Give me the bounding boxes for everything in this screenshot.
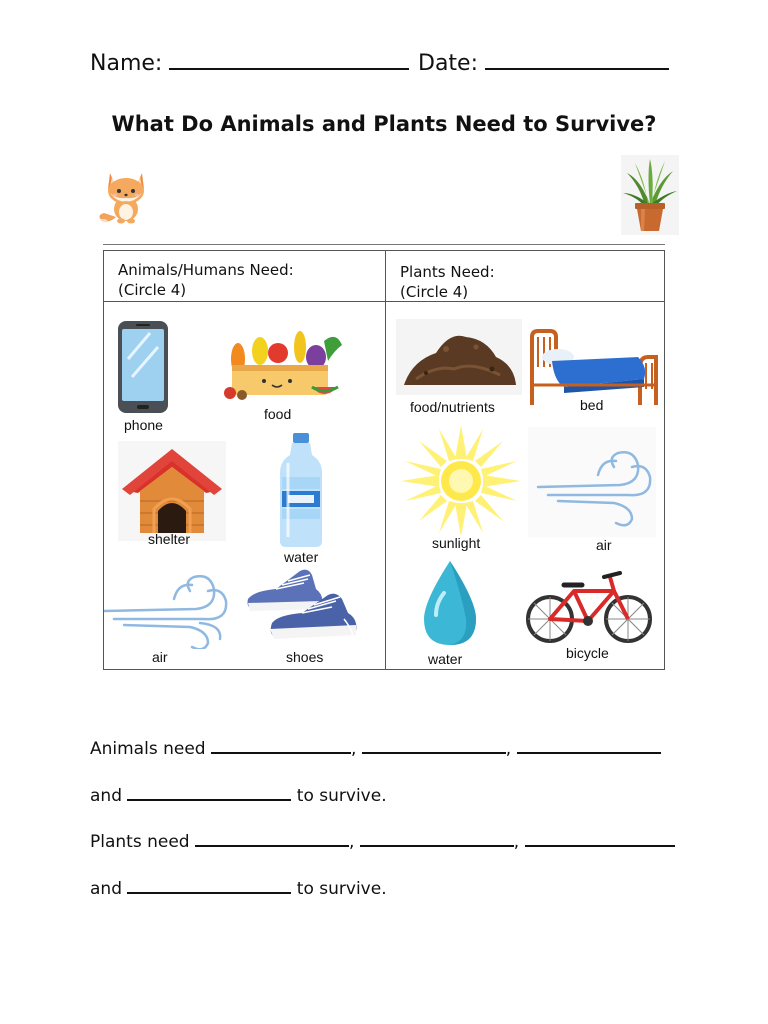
animals-sentence-line2 — [90, 783, 387, 806]
sun-icon — [400, 423, 522, 535]
comma: , — [350, 739, 357, 759]
plants-header — [400, 262, 495, 302]
animals-blank-3[interactable] — [517, 736, 661, 754]
plants-header-instruction: (Circle 4) — [400, 283, 469, 301]
item-air-animals[interactable] — [104, 563, 234, 669]
animals-header-title: Animals/Humans Need: — [118, 261, 294, 279]
soil-pile-icon — [396, 319, 522, 395]
plants-prefix: Plants need — [90, 832, 190, 852]
survive-suffix: to survive. — [296, 786, 387, 806]
comma: , — [505, 739, 512, 759]
wind-icon — [104, 563, 232, 649]
item-phone[interactable] — [116, 319, 176, 433]
animals-blank-2[interactable] — [362, 736, 506, 754]
item-water-drop[interactable] — [410, 557, 500, 669]
table-column-divider — [385, 251, 386, 669]
item-food-label: food — [264, 406, 292, 422]
item-air-animals-label: air — [152, 649, 168, 665]
water-drop-icon — [410, 557, 490, 651]
item-shoes[interactable] — [246, 561, 372, 671]
animals-prefix: Animals need — [90, 739, 206, 759]
item-bed-label: bed — [580, 397, 604, 413]
name-blank[interactable] — [169, 48, 409, 70]
item-shoes-label: shoes — [286, 649, 324, 665]
survive-suffix: to survive. — [296, 879, 387, 899]
phone-icon — [116, 319, 170, 415]
item-air-plants[interactable] — [528, 427, 658, 551]
water-bottle-icon — [276, 433, 326, 549]
item-sunlight-label: sunlight — [432, 535, 481, 551]
item-shelter[interactable] — [118, 441, 230, 551]
wind-icon — [528, 427, 656, 537]
plants-sentence-line1 — [90, 829, 675, 852]
name-label: Name: — [90, 51, 163, 76]
animals-blank-4[interactable] — [127, 783, 291, 801]
item-food-nutrients-label: food/nutrients — [410, 399, 495, 415]
sneakers-icon — [246, 561, 370, 647]
fox-icon — [96, 165, 156, 225]
date-label: Date: — [418, 51, 478, 76]
item-water-drop-label: water — [428, 651, 463, 667]
and-prefix: and — [90, 786, 122, 806]
item-bicycle[interactable] — [524, 567, 658, 667]
needs-table — [103, 250, 665, 670]
animals-header — [118, 260, 294, 300]
date-blank[interactable] — [485, 48, 669, 70]
item-shelter-label: shelter — [148, 531, 191, 547]
animals-sentence-line1 — [90, 736, 661, 759]
date-field — [418, 48, 669, 76]
table-top-rule — [103, 244, 665, 245]
doghouse-icon — [118, 441, 226, 541]
plants-blank-4[interactable] — [127, 876, 291, 894]
name-field — [90, 48, 409, 76]
plants-blank-2[interactable] — [360, 829, 514, 847]
potted-plant-icon — [621, 155, 679, 235]
animals-blank-1[interactable] — [211, 736, 351, 754]
comma: , — [348, 832, 355, 852]
item-food[interactable] — [220, 321, 350, 431]
bicycle-icon — [524, 567, 656, 647]
item-phone-label: phone — [124, 417, 163, 433]
plants-blank-3[interactable] — [525, 829, 675, 847]
item-air-plants-label: air — [596, 537, 612, 553]
item-water-label: water — [284, 549, 319, 565]
item-water[interactable] — [272, 433, 342, 563]
item-bicycle-label: bicycle — [566, 645, 609, 661]
item-sunlight[interactable] — [400, 423, 526, 551]
food-basket-icon — [220, 321, 344, 403]
page-title: What Do Animals and Plants Need to Survive? — [111, 112, 657, 136]
item-food-nutrients[interactable] — [396, 319, 524, 419]
item-bed[interactable] — [528, 327, 662, 419]
comma: , — [513, 832, 520, 852]
plants-sentence-line2 — [90, 876, 387, 899]
animals-header-instruction: (Circle 4) — [118, 281, 187, 299]
plants-header-title: Plants Need: — [400, 263, 495, 281]
plants-blank-1[interactable] — [195, 829, 349, 847]
bed-icon — [528, 327, 662, 405]
and-prefix: and — [90, 879, 122, 899]
